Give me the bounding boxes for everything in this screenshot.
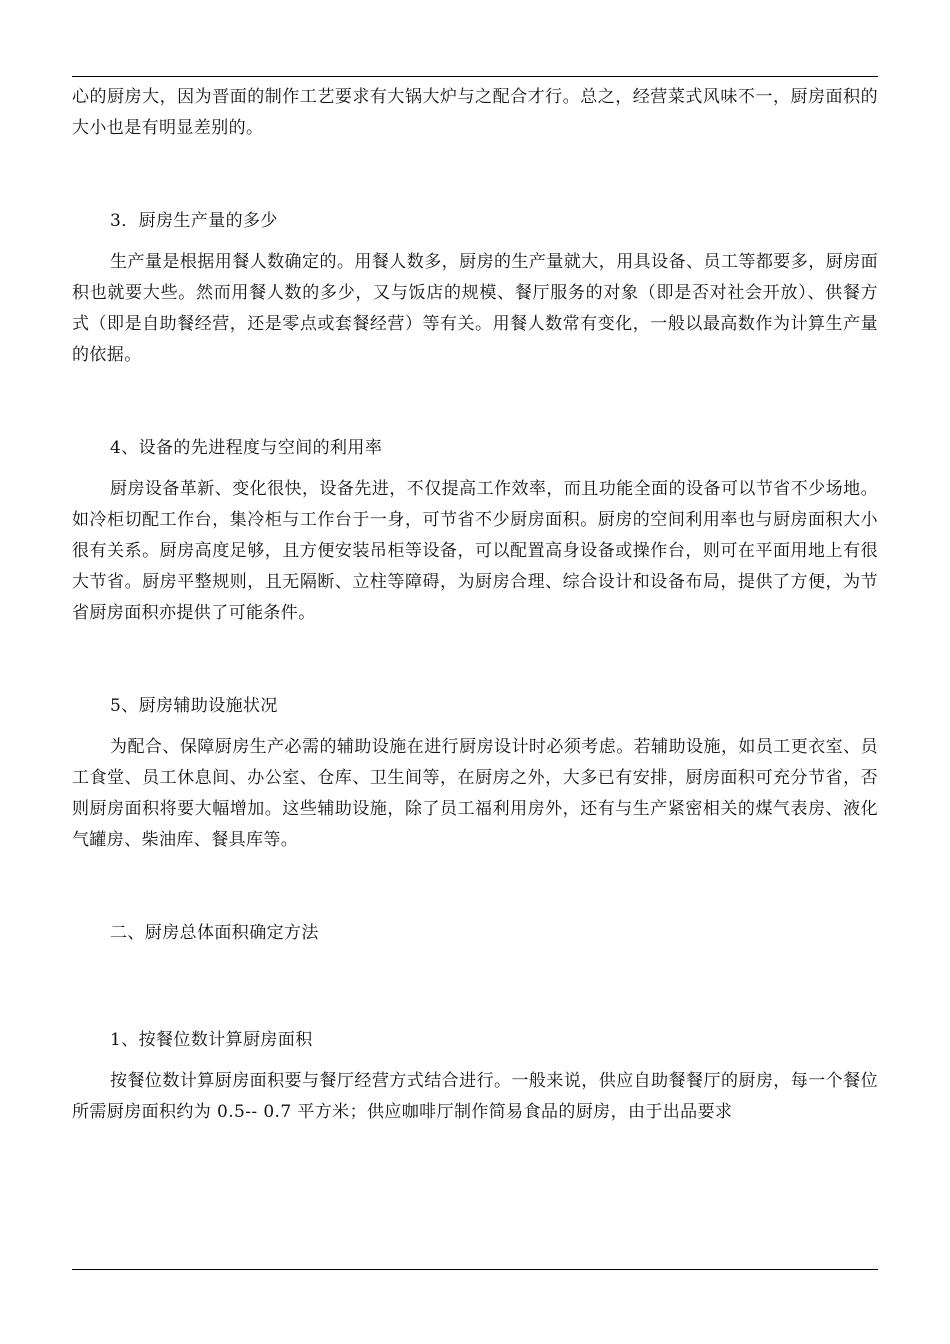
heading-auxiliary: 5、厨房辅助设施状况 [110,696,278,716]
document-body [72,82,878,1128]
heading-equipment: 4、设备的先进程度与空间的利用率 [110,438,383,458]
heading-by-seats: 1、按餐位数计算厨房面积 [110,1030,313,1050]
header-rule [72,76,878,77]
paragraph-auxiliary: 为配合、保障厨房生产必需的辅助设施在进行厨房设计时必须考虑。若辅助设施，如员工更衣室、员工食堂、员工休息间、办公室、仓库、卫生间等，在厨房之外，大多已有安排，厨房面积可充分节省，否则厨房面积将要大幅增加。这些辅助设施，除了员工福利用房外，还有与生产紧密相关的煤气表房、液化气罐房、柴油库、餐具库等。 [72,737,878,850]
paragraph-equipment: 厨房设备革新、变化很快，设备先进，不仅提高工作效率，而且功能全面的设备可以节省不少场地。如冷柜切配工作台，集冷柜与工作台于一身，可节省不少厨房面积。厨房的空间利用率也与厨房面积大小很有关系。厨房高度足够，且方便安装吊柜等设备，可以配置高身设备或操作台，则可在平面用地上有很大节省。厨房平整规则，且无隔断、立柱等障碍，为厨房合理、综合设计和设备布局，提供了方便，为节省厨房面积亦提供了可能条件。 [72,479,878,623]
paragraph-by-seats: 按餐位数计算厨房面积要与餐厅经营方式结合进行。一般来说，供应自助餐餐厅的厨房，每一个餐位所需厨房面积约为 0.5-- 0.7 平方米；供应咖啡厅制作简易食品的厨房，由于出品要求 [72,1071,878,1122]
heading-section-two: 二、厨房总体面积确定方法 [110,923,319,943]
heading-production-volume: 3．厨房生产量的多少 [110,211,278,231]
footer-rule [72,1269,878,1270]
paragraph-production-volume: 生产量是根据用餐人数确定的。用餐人数多，厨房的生产量就大，用具设备、员工等都要多，厨房面积也就要大些。然而用餐人数的多少，又与饭店的规模、餐厅服务的对象（即是否对社会开放）、供餐方式（即是自助餐经营，还是零点或套餐经营）等有关。用餐人数常有变化，一般以最高数作为计算生产量的依据。 [72,252,878,365]
continued-paragraph: 心的厨房大，因为晋面的制作工艺要求有大锅大炉与之配合才行。总之，经营菜式风味不一，厨房面积的大小也是有明显差别的。 [72,87,878,138]
